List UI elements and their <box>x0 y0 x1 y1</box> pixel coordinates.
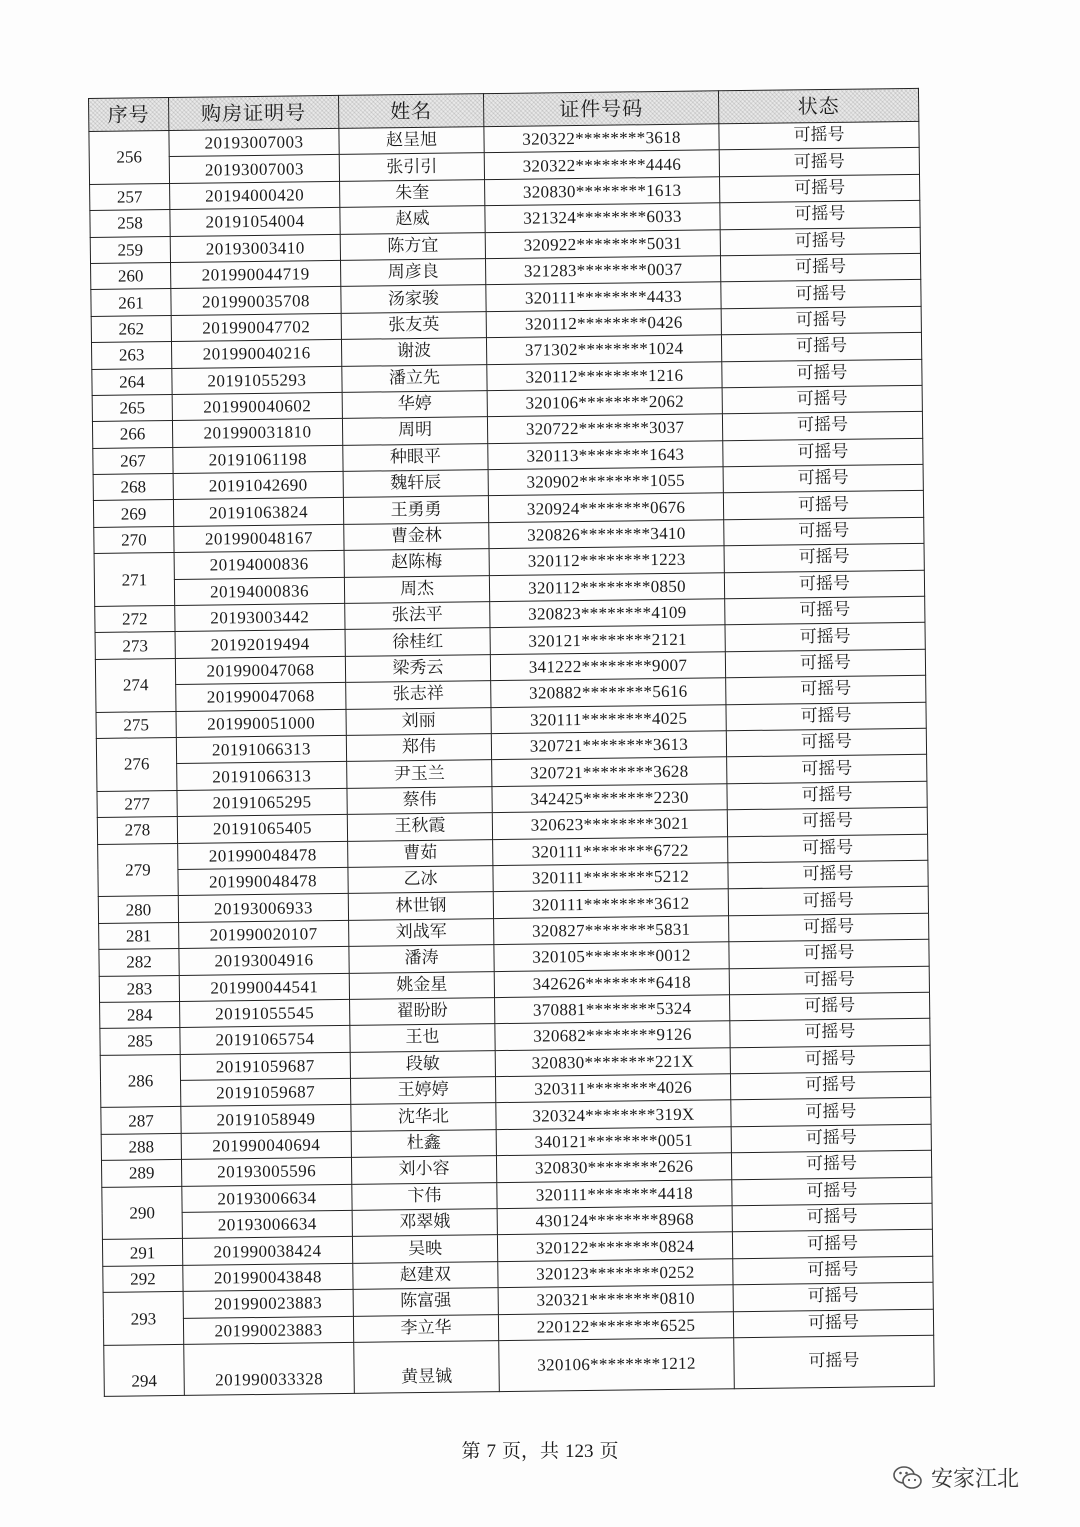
status-cell: 可摇号 <box>729 939 929 968</box>
status-cell: 可摇号 <box>721 332 921 361</box>
status-cell: 可摇号 <box>719 121 919 150</box>
name-cell: 潘涛 <box>349 945 494 973</box>
name-cell: 赵陈梅 <box>344 549 489 577</box>
cert-no-cell: 201990040216 <box>171 340 341 368</box>
status-cell: 可摇号 <box>723 438 923 467</box>
brand-name: 安家江北 <box>931 1467 1020 1492</box>
status-cell: 可摇号 <box>729 913 929 942</box>
name-cell: 汤家骏 <box>341 285 486 313</box>
status-cell: 可摇号 <box>730 992 930 1021</box>
name-cell: 魏轩辰 <box>343 470 488 498</box>
name-cell: 曹茹 <box>348 839 493 867</box>
status-cell: 可摇号 <box>729 966 929 995</box>
id-no-cell: 320112********0426 <box>486 309 721 338</box>
id-no-cell: 320830********2626 <box>496 1153 731 1182</box>
cert-no-cell: 201990043848 <box>183 1263 353 1291</box>
footer-page-number: 7 <box>486 1441 496 1462</box>
name-cell: 乙冰 <box>348 866 493 894</box>
cert-no-cell: 201990023883 <box>183 1316 353 1344</box>
id-no-cell: 320324********319X <box>496 1100 731 1129</box>
id-no-cell: 321283********0037 <box>485 256 720 285</box>
cert-no-cell: 20193004916 <box>179 946 349 974</box>
cert-no-cell: 20193007003 <box>169 128 339 156</box>
cert-no-cell: 201990047068 <box>176 683 346 711</box>
status-cell: 可摇号 <box>731 1151 931 1180</box>
status-cell: 可摇号 <box>724 544 924 573</box>
cert-no-cell: 20193006634 <box>182 1184 352 1212</box>
id-no-cell: 320722********3037 <box>487 414 722 443</box>
cert-no-cell: 201990020107 <box>179 920 349 948</box>
name-cell: 王也 <box>350 1024 495 1052</box>
name-cell: 赵呈旭 <box>339 127 484 155</box>
name-cell: 谢波 <box>341 338 486 366</box>
applicant-table <box>88 88 935 1397</box>
id-no-cell: 320106********2062 <box>487 388 722 417</box>
id-no-cell: 320902********1055 <box>488 467 723 496</box>
cert-no-cell: 201990048167 <box>174 524 344 552</box>
name-cell: 赵威 <box>340 206 485 234</box>
id-no-cell: 320112********1223 <box>489 546 724 575</box>
name-cell: 蔡伟 <box>347 786 492 814</box>
cert-no-cell: 20191059687 <box>181 1078 351 1106</box>
status-cell: 可摇号 <box>720 201 920 230</box>
cert-no-cell: 20191065754 <box>180 1026 350 1054</box>
status-cell: 可摇号 <box>733 1309 933 1338</box>
status-cell: 可摇号 <box>733 1282 933 1311</box>
id-no-cell: 320111********6722 <box>493 836 728 865</box>
name-cell: 周杰 <box>344 575 489 603</box>
id-no-cell: 320111********4418 <box>497 1179 732 1208</box>
name-cell: 刘丽 <box>346 707 491 735</box>
seq-cell: 286 <box>100 1054 181 1108</box>
id-no-cell: 320123********0252 <box>498 1259 733 1288</box>
status-cell: 可摇号 <box>723 491 923 520</box>
cert-no-cell: 201990035708 <box>171 287 341 315</box>
id-no-cell: 220122********6525 <box>498 1311 733 1340</box>
wechat-icon <box>893 1465 923 1491</box>
cert-no-cell: 201990044541 <box>179 973 349 1001</box>
status-cell: 可摇号 <box>719 148 919 177</box>
name-cell: 周明 <box>342 417 487 445</box>
document-sheet <box>88 88 934 1397</box>
cert-no-cell: 20193006933 <box>178 894 348 922</box>
seq-cell: 274 <box>95 658 176 712</box>
name-cell: 王婷婷 <box>350 1077 495 1105</box>
name-cell: 陈富强 <box>353 1288 498 1316</box>
cert-no-cell: 20192019494 <box>175 630 345 658</box>
status-cell: 可摇号 <box>732 1203 932 1232</box>
seq-cell: 281 <box>99 922 179 949</box>
seq-cell: 287 <box>101 1107 181 1134</box>
name-cell: 王秋霞 <box>347 813 492 841</box>
id-no-cell: 320922********5031 <box>485 229 720 258</box>
seq-cell: 293 <box>103 1292 184 1346</box>
status-cell: 可摇号 <box>726 702 926 731</box>
name-cell: 段敏 <box>350 1050 495 1078</box>
id-no-cell: 340121********0051 <box>496 1127 731 1156</box>
seq-cell: 290 <box>102 1186 183 1240</box>
cert-no-cell: 20191065295 <box>177 788 347 816</box>
status-cell: 可摇号 <box>730 1019 930 1048</box>
name-cell: 李立华 <box>353 1314 498 1342</box>
cert-no-cell: 20191042690 <box>173 471 343 499</box>
cert-no-cell: 201990047068 <box>175 656 345 684</box>
cert-no-cell: 20191063824 <box>173 498 343 526</box>
status-cell: 可摇号 <box>728 834 928 863</box>
seq-cell: 294 <box>104 1344 185 1396</box>
seq-cell: 275 <box>96 711 176 738</box>
status-cell: 可摇号 <box>730 1071 930 1100</box>
id-no-cell: 320321********0810 <box>498 1285 733 1314</box>
id-no-cell: 320721********3613 <box>491 731 726 760</box>
id-no-cell: 320924********0676 <box>488 493 723 522</box>
cert-no-cell: 201990033328 <box>184 1342 355 1395</box>
name-cell: 张引引 <box>339 153 484 181</box>
seq-cell: 259 <box>90 236 170 263</box>
seq-cell: 279 <box>98 843 179 897</box>
status-cell: 可摇号 <box>730 1045 930 1074</box>
name-cell: 朱奎 <box>340 179 485 207</box>
cert-no-cell: 201990048478 <box>178 867 348 895</box>
cert-no-cell: 20193003442 <box>175 603 345 631</box>
cert-no-cell: 201990048478 <box>178 841 348 869</box>
id-no-cell: 321324********6033 <box>485 203 720 232</box>
seq-cell: 261 <box>91 289 171 316</box>
name-cell: 王勇勇 <box>343 496 488 524</box>
name-cell: 刘战军 <box>349 918 494 946</box>
seq-cell: 280 <box>98 896 178 923</box>
seq-cell: 284 <box>100 1001 180 1028</box>
name-cell: 姚金星 <box>349 971 494 999</box>
cert-no-cell: 20193007003 <box>169 155 339 183</box>
seq-cell: 258 <box>90 210 170 237</box>
header-id-no: 证件号码 <box>483 91 718 127</box>
header-cert-no: 购房证明号 <box>169 95 339 130</box>
id-no-cell: 320721********3628 <box>492 757 727 786</box>
table-row <box>104 1335 935 1396</box>
status-cell: 可摇号 <box>733 1256 933 1285</box>
id-no-cell: 371302********1024 <box>486 335 721 364</box>
name-cell: 翟盼盼 <box>350 997 495 1025</box>
id-no-cell: 320111********4025 <box>491 704 726 733</box>
cert-no-cell: 201990038424 <box>182 1237 352 1265</box>
name-cell: 刘小容 <box>351 1156 496 1184</box>
status-cell: 可摇号 <box>724 517 924 546</box>
status-cell: 可摇号 <box>732 1177 932 1206</box>
seq-cell: 270 <box>94 526 174 553</box>
status-cell: 可摇号 <box>727 781 927 810</box>
seq-cell: 256 <box>89 131 170 185</box>
id-no-cell: 320121********2121 <box>490 625 725 654</box>
status-cell: 可摇号 <box>725 623 925 652</box>
seq-cell: 265 <box>92 394 172 421</box>
name-cell: 张法平 <box>345 602 490 630</box>
seq-cell: 273 <box>95 632 175 659</box>
status-cell: 可摇号 <box>728 860 928 889</box>
id-no-cell: 320105********0012 <box>494 942 729 971</box>
status-cell: 可摇号 <box>727 807 927 836</box>
seq-cell: 276 <box>96 737 177 791</box>
footer-prefix: 第 <box>461 1441 481 1462</box>
footer-suffix: 页 <box>599 1441 619 1462</box>
status-cell: 可摇号 <box>720 174 920 203</box>
cert-no-cell: 20191066313 <box>177 762 347 790</box>
id-no-cell: 342425********2230 <box>492 784 727 813</box>
id-no-cell: 320113********1643 <box>488 440 723 469</box>
name-cell: 周彦良 <box>341 259 486 287</box>
page-footer <box>0 1436 1080 1463</box>
name-cell: 种眼平 <box>343 443 488 471</box>
cert-no-cell: 201990040602 <box>172 392 342 420</box>
name-cell: 梁秀云 <box>345 654 490 682</box>
brand-watermark <box>893 1462 1019 1493</box>
id-no-cell: 320322********4446 <box>484 150 719 179</box>
name-cell: 杜鑫 <box>351 1129 496 1157</box>
status-cell: 可摇号 <box>731 1124 931 1153</box>
cert-no-cell: 20191066313 <box>176 735 346 763</box>
name-cell: 卞伟 <box>352 1182 497 1210</box>
cert-no-cell: 20191061198 <box>173 445 343 473</box>
status-cell: 可摇号 <box>720 227 920 256</box>
name-cell: 华婷 <box>342 391 487 419</box>
seq-cell: 277 <box>97 790 177 817</box>
cert-no-cell: 20194000836 <box>174 577 344 605</box>
id-no-cell: 320311********4026 <box>495 1074 730 1103</box>
cert-no-cell: 20193006634 <box>182 1210 352 1238</box>
cert-no-cell: 201990040694 <box>181 1131 351 1159</box>
id-no-cell: 320682********9126 <box>495 1021 730 1050</box>
status-cell: 可摇号 <box>722 412 922 441</box>
seq-cell: 278 <box>97 817 177 844</box>
id-no-cell: 342626********6418 <box>494 968 729 997</box>
status-cell: 可摇号 <box>722 359 922 388</box>
id-no-cell: 320623********3021 <box>492 810 727 839</box>
seq-cell: 262 <box>91 315 171 342</box>
status-cell: 可摇号 <box>727 755 927 784</box>
name-cell: 徐桂红 <box>345 628 490 656</box>
cert-no-cell: 20193003410 <box>170 234 340 262</box>
status-cell: 可摇号 <box>721 280 921 309</box>
cert-no-cell: 201990051000 <box>176 709 346 737</box>
table-body <box>89 121 934 1396</box>
id-no-cell: 320823********4109 <box>490 599 725 628</box>
id-no-cell: 320122********0824 <box>497 1232 732 1261</box>
status-cell: 可摇号 <box>732 1230 932 1259</box>
seq-cell: 264 <box>92 368 172 395</box>
seq-cell: 263 <box>91 342 171 369</box>
name-cell: 黄昱铖 <box>354 1341 500 1394</box>
header-seq: 序号 <box>89 98 169 132</box>
name-cell: 张志祥 <box>346 681 491 709</box>
cert-no-cell: 20191058949 <box>181 1105 351 1133</box>
name-cell: 邓翠娥 <box>352 1209 497 1237</box>
seq-cell: 266 <box>92 421 172 448</box>
seq-cell: 291 <box>102 1239 182 1266</box>
id-no-cell: 370881********5324 <box>495 995 730 1024</box>
seq-cell: 288 <box>101 1133 181 1160</box>
cert-no-cell: 201990031810 <box>172 419 342 447</box>
id-no-cell: 320112********0850 <box>489 572 724 601</box>
seq-cell: 283 <box>99 975 179 1002</box>
footer-total-pages: 123 <box>565 1441 594 1462</box>
name-cell: 林世钢 <box>348 892 493 920</box>
status-cell: 可摇号 <box>734 1335 935 1388</box>
status-cell: 可摇号 <box>720 253 920 282</box>
cert-no-cell: 201990047702 <box>171 313 341 341</box>
status-cell: 可摇号 <box>728 887 928 916</box>
seq-cell: 267 <box>93 447 173 474</box>
id-no-cell: 341222********9007 <box>490 652 725 681</box>
status-cell: 可摇号 <box>725 596 925 625</box>
name-cell: 张友英 <box>341 311 486 339</box>
seq-cell: 268 <box>93 474 173 501</box>
header-name: 姓名 <box>338 94 483 129</box>
seq-cell: 260 <box>91 262 171 289</box>
seq-cell: 282 <box>99 949 179 976</box>
name-cell: 赵建双 <box>353 1261 498 1289</box>
seq-cell: 292 <box>103 1265 183 1292</box>
cert-no-cell: 20191059687 <box>180 1052 350 1080</box>
seq-cell: 257 <box>90 183 170 210</box>
cert-no-cell: 20193005596 <box>181 1158 351 1186</box>
name-cell: 潘立先 <box>342 364 487 392</box>
name-cell: 陈方宜 <box>340 232 485 260</box>
cert-no-cell: 201990044719 <box>171 260 341 288</box>
name-cell: 郑伟 <box>346 734 491 762</box>
id-no-cell: 320882********5616 <box>491 678 726 707</box>
footer-mid: 页，共 <box>501 1441 559 1462</box>
id-no-cell: 320106********1212 <box>499 1338 735 1392</box>
id-no-cell: 320112********1216 <box>487 361 722 390</box>
status-cell: 可摇号 <box>726 728 926 757</box>
status-cell: 可摇号 <box>722 385 922 414</box>
header-status: 状态 <box>718 88 918 123</box>
name-cell: 吴映 <box>352 1235 497 1263</box>
cert-no-cell: 20194000420 <box>170 181 340 209</box>
cert-no-cell: 201990023883 <box>183 1290 353 1318</box>
id-no-cell: 320830********221X <box>495 1047 730 1076</box>
id-no-cell: 320826********3410 <box>489 520 724 549</box>
seq-cell: 272 <box>95 606 175 633</box>
id-no-cell: 430124********8968 <box>497 1206 732 1235</box>
cert-no-cell: 20191055545 <box>180 999 350 1027</box>
cert-no-cell: 20191065405 <box>177 815 347 843</box>
cert-no-cell: 20191055293 <box>172 366 342 394</box>
seq-cell: 285 <box>100 1028 180 1055</box>
id-no-cell: 320827********5831 <box>494 915 729 944</box>
name-cell: 沈华北 <box>351 1103 496 1131</box>
status-cell: 可摇号 <box>721 306 921 335</box>
cert-no-cell: 20194000836 <box>174 551 344 579</box>
cert-no-cell: 20191054004 <box>170 208 340 236</box>
status-cell: 可摇号 <box>723 464 923 493</box>
status-cell: 可摇号 <box>726 676 926 705</box>
seq-cell: 269 <box>93 500 173 527</box>
status-cell: 可摇号 <box>725 649 925 678</box>
id-no-cell: 320830********1613 <box>485 177 720 206</box>
id-no-cell: 320322********3618 <box>484 124 719 153</box>
status-cell: 可摇号 <box>731 1098 931 1127</box>
id-no-cell: 320111********5212 <box>493 863 728 892</box>
name-cell: 尹玉兰 <box>347 760 492 788</box>
id-no-cell: 320111********4433 <box>486 282 721 311</box>
id-no-cell: 320111********3612 <box>493 889 728 918</box>
status-cell: 可摇号 <box>724 570 924 599</box>
name-cell: 曹金林 <box>344 522 489 550</box>
seq-cell: 289 <box>101 1160 181 1187</box>
seq-cell: 271 <box>94 553 175 607</box>
